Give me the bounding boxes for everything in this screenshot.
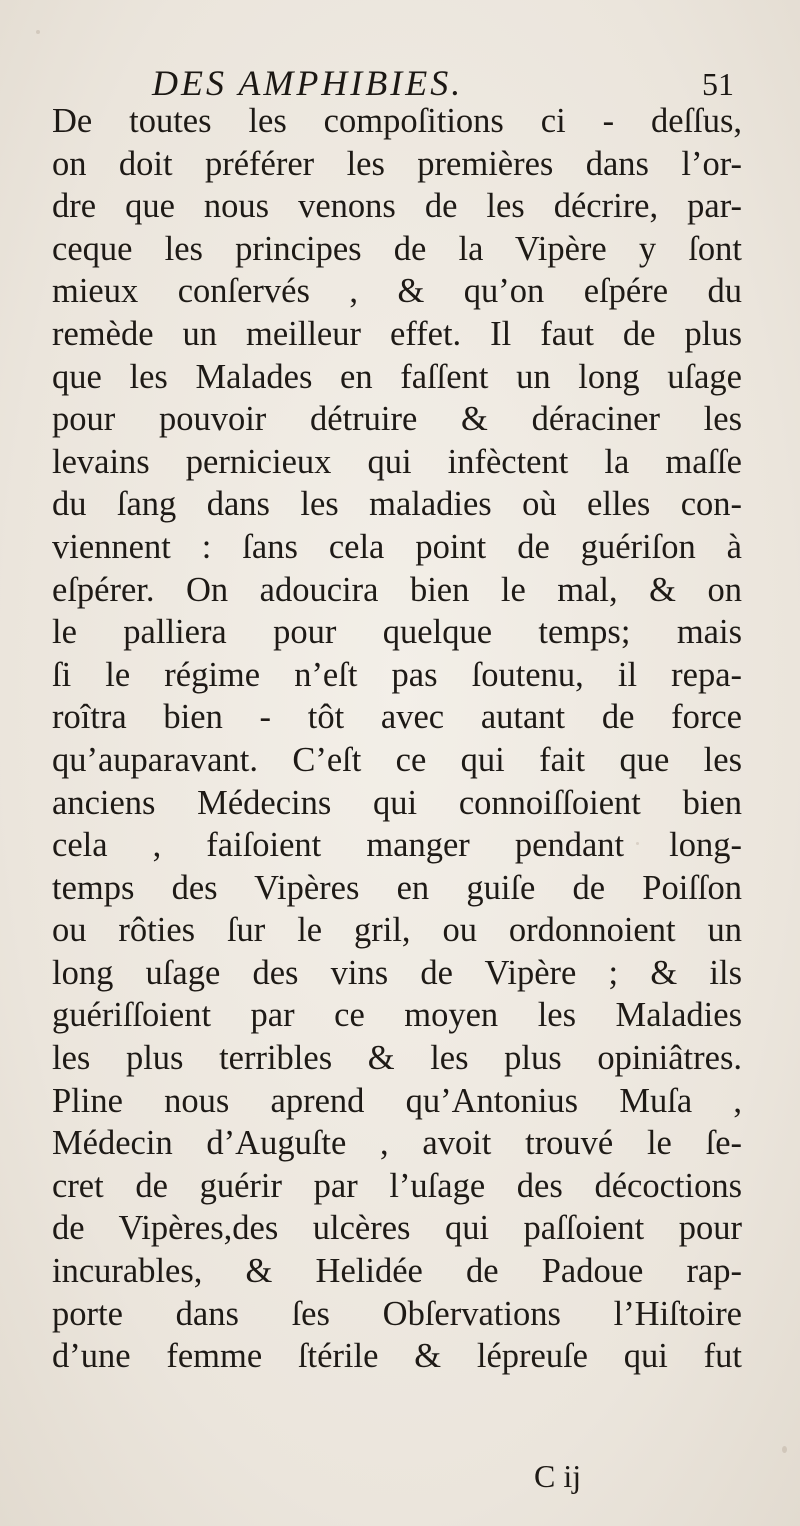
text-line: du ſang dans les maladies où elles con- (52, 485, 742, 524)
text-line: d’une femme ſtérile & lépreuſe qui fut (52, 1337, 742, 1376)
text-line: ou rôties ſur le gril, ou ordonnoient un (52, 911, 742, 950)
text-line: cret de guérir par l’uſage des décoctions (52, 1166, 742, 1205)
text-line: les plus terribles & les plus opiniâtres. (52, 1039, 742, 1078)
body-text (52, 100, 742, 1378)
signature-mark: C ij (534, 1458, 582, 1494)
text-line: dre que nous venons de les décrire, par- (52, 187, 742, 226)
paper-spot (782, 1446, 787, 1453)
text-line: Médecin d’Auguſte , avoit trouvé le ſe- (52, 1124, 742, 1163)
text-line: temps des Vipères en guiſe de Poiſſon (52, 868, 742, 907)
paper-spot (36, 30, 40, 34)
page-number: 51 (702, 66, 734, 102)
text-line: ceque les principes de la Vipère y ſont (52, 229, 742, 268)
text-line: levains pernicieux qui infèctent la maſſe (52, 442, 742, 481)
text-line: que les Malades en faſſent un long uſage (52, 357, 742, 396)
text-line: remède un meilleur effet. Il faut de plus (52, 314, 742, 353)
text-line: viennent : ſans cela point de guériſon à (52, 527, 742, 566)
text-line: long uſage des vins de Vipère ; & ils (52, 953, 742, 992)
text-line: De toutes les compoſitions ci - deſſus, (52, 102, 742, 140)
text-line: mieux conſervés , & qu’on eſpére du (52, 272, 742, 311)
text-line: porte dans ſes Obſervations l’Hiſtoire (52, 1294, 742, 1333)
text-line: anciens Médecins qui connoiſſoient bien (52, 783, 742, 822)
page-header (140, 62, 740, 102)
text-line: incurables, & Helidée de Padoue rap- (52, 1252, 742, 1291)
text-line: Pline nous aprend qu’Antonius Muſa , (52, 1081, 742, 1120)
text-line: eſpérer. On adoucira bien le mal, & on (52, 570, 742, 609)
text-line: le palliera pour quelque temps; mais (52, 613, 742, 652)
text-line: on doit préférer les premières dans l’or- (52, 144, 742, 183)
running-head: DES AMPHIBIES. (152, 63, 464, 103)
text-line: cela , faiſoient manger pendant long- (52, 826, 742, 865)
text-line: pour pouvoir détruire & déraciner les (52, 400, 742, 439)
text-line: roîtra bien - tôt avec autant de force (52, 698, 742, 737)
text-line: de Vipères,des ulcères qui paſſoient pour (52, 1209, 742, 1248)
text-line: qu’auparavant. C’eſt ce qui fait que les (52, 740, 742, 779)
text-line: guériſſoient par ce moyen les Maladies (52, 996, 742, 1035)
text-line: ſi le régime n’eſt pas ſoutenu, il repa- (52, 655, 742, 694)
